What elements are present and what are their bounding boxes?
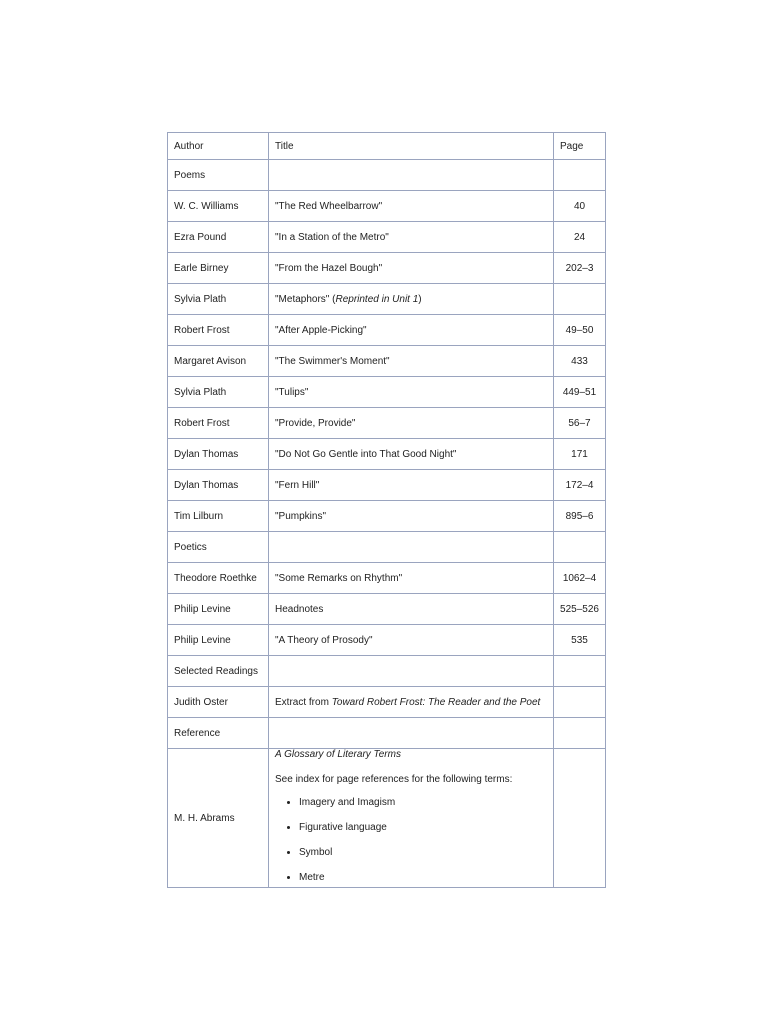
title-cell: Headnotes: [269, 594, 554, 625]
list-item: Symbol: [275, 847, 547, 858]
title-cell: "In a Station of the Metro": [269, 222, 554, 253]
table-row: [168, 253, 606, 284]
title-cell: "After Apple-Picking": [269, 315, 554, 346]
table-row: [168, 501, 606, 532]
page-cell: 202–3: [554, 253, 606, 284]
section-row-selected-readings: [168, 656, 606, 687]
table-row: [168, 284, 606, 315]
table-row: [168, 687, 606, 718]
header-page: Page: [554, 133, 606, 160]
page-cell: 171: [554, 439, 606, 470]
header-author: Author: [168, 133, 269, 160]
title-cell: "The Red Wheelbarrow": [269, 191, 554, 222]
table-row: [168, 470, 606, 501]
author-cell: Margaret Avison: [168, 346, 269, 377]
author-cell: Dylan Thomas: [168, 470, 269, 501]
author-cell: Judith Oster: [168, 687, 269, 718]
title-cell: "Some Remarks on Rhythm": [269, 563, 554, 594]
reference-entry-row: [168, 749, 606, 888]
title-cell: "The Swimmer's Moment": [269, 346, 554, 377]
author-cell: Theodore Roethke: [168, 563, 269, 594]
title-cell: "A Theory of Prosody": [269, 625, 554, 656]
title-cell: "Provide, Provide": [269, 408, 554, 439]
page-cell: 56–7: [554, 408, 606, 439]
section-label-reference: Reference: [168, 718, 269, 749]
page-cell: [554, 687, 606, 718]
table-row: [168, 594, 606, 625]
page-cell: 895–6: [554, 501, 606, 532]
page-cell: 49–50: [554, 315, 606, 346]
section-label-poems: Poems: [168, 160, 269, 191]
section-label-selected-readings: Selected Readings: [168, 656, 269, 687]
page-cell: [554, 284, 606, 315]
author-cell: Sylvia Plath: [168, 284, 269, 315]
title-cell: "Tulips": [269, 377, 554, 408]
section-label-poetics: Poetics: [168, 532, 269, 563]
section-row-reference: [168, 718, 606, 749]
author-cell: Sylvia Plath: [168, 377, 269, 408]
page-cell: 1062–4: [554, 563, 606, 594]
title-cell: "Pumpkins": [269, 501, 554, 532]
title-cell: [269, 284, 554, 315]
title-cell: [269, 687, 554, 718]
page-cell: 525–526: [554, 594, 606, 625]
section-row-poems: [168, 160, 606, 191]
page-cell: 449–51: [554, 377, 606, 408]
table-row: [168, 191, 606, 222]
title-italic-note: Reprinted in Unit 1: [335, 293, 419, 305]
author-cell: M. H. Abrams: [168, 749, 269, 888]
reference-index-note: See index for page references for the following terms:: [275, 774, 513, 785]
author-cell: Philip Levine: [168, 594, 269, 625]
title-cell: "Fern Hill": [269, 470, 554, 501]
title-prefix: Extract from: [275, 696, 332, 708]
author-cell: Dylan Thomas: [168, 439, 269, 470]
title-italic-book: Toward Robert Frost: The Reader and the Poet: [331, 696, 541, 708]
title-suffix: ): [418, 293, 422, 305]
readings-table: [167, 132, 606, 888]
title-prefix: "Metaphors" (: [275, 293, 336, 305]
reference-book-title: A Glossary of Literary Terms: [275, 749, 401, 760]
table-header-row: [168, 133, 606, 160]
page-cell: [554, 749, 606, 888]
header-title: Title: [269, 133, 554, 160]
page-cell: 172–4: [554, 470, 606, 501]
list-item: Metre: [275, 872, 547, 883]
table-row: [168, 222, 606, 253]
list-item: Figurative language: [275, 822, 547, 833]
section-row-poetics: [168, 532, 606, 563]
list-item: Imagery and Imagism: [275, 797, 547, 808]
author-cell: Robert Frost: [168, 315, 269, 346]
table-row: [168, 625, 606, 656]
page-cell: 535: [554, 625, 606, 656]
page-cell: 24: [554, 222, 606, 253]
table-row: [168, 315, 606, 346]
table-row: [168, 377, 606, 408]
author-cell: Ezra Pound: [168, 222, 269, 253]
reference-content-cell: [269, 749, 554, 888]
reference-terms-list: [275, 797, 547, 883]
table-row: [168, 439, 606, 470]
author-cell: Philip Levine: [168, 625, 269, 656]
page-cell: 40: [554, 191, 606, 222]
author-cell: Robert Frost: [168, 408, 269, 439]
table-row: [168, 408, 606, 439]
table-row: [168, 563, 606, 594]
author-cell: Earle Birney: [168, 253, 269, 284]
author-cell: Tim Lilburn: [168, 501, 269, 532]
page-cell: 433: [554, 346, 606, 377]
author-cell: W. C. Williams: [168, 191, 269, 222]
title-cell: "Do Not Go Gentle into That Good Night": [269, 439, 554, 470]
table-row: [168, 346, 606, 377]
title-cell: "From the Hazel Bough": [269, 253, 554, 284]
